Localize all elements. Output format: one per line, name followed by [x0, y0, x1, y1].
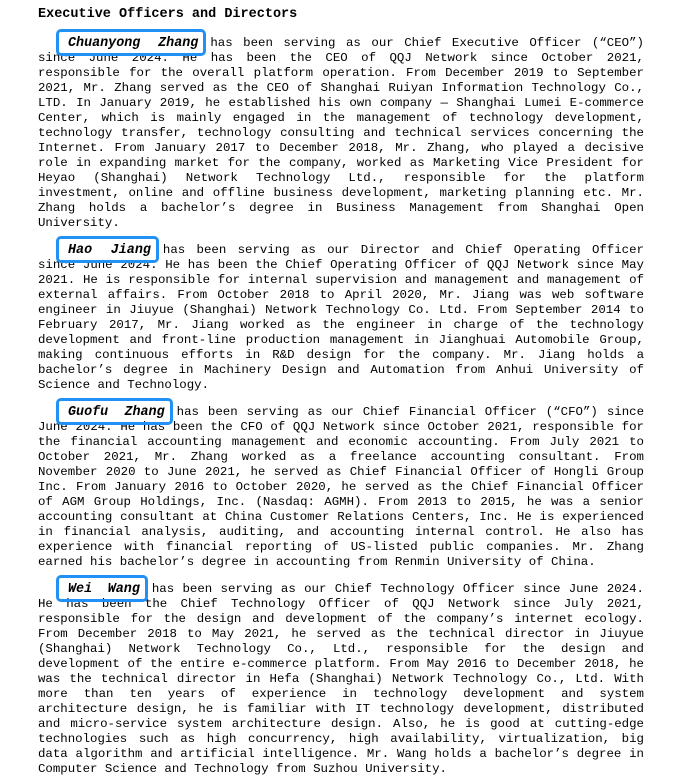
highlight-box-hao-jiang: Hao Jiang [68, 243, 151, 258]
highlight-box-chuanyong-zhang: Chuanyong Zhang [68, 36, 199, 51]
highlight-box-wei-wang: Wei Wang [68, 582, 140, 597]
officer-bio-text: has been serving as our Chief Executive Officer (“CEO”) since June 2024. He has been the CEO of QQJ Network since October 2021, responsible for the overall platform operation. From December 2019 to September 2021, Mr. Zhang served as the CEO of Shanghai Ruiyan Information Technology Co., LTD. In January 2019, he established his own company — Shanghai Lumei E-commerce Center, which is mainly engaged in the management of technology development, technology transfer, technology consulting and technical services concerning the Internet. From January 2017 to December 2018, Mr. Zhang, who played a decisive role in expanding market for the company, worked as Marketing Vice President for Heyao (Shanghai) Network Technology Ltd., responsible for the platform investment, online and offline business development, marketing planning etc. Mr. Zhang holds a bachelor’s degree in Business Management from Shanghai Open University. [38, 36, 644, 230]
officer-bio-text: has been serving as our Chief Technology Officer since June 2024. He has been the Chief Technology Officer of QQJ Network since July 2021, responsible for the design and development of the company’s internet ecology. From December 2018 to May 2021, he served as the technical director in Jiuyue (Shanghai) Network Technology Co., Ltd., responsible for the design and development of the entire e-commerce platform. From May 2016 to December 2018, he was the technical director in Hefa (Shanghai) Network Technology Co., Ltd. With more than ten years of experience in technology development and system architecture design, he is familiar with IT technology development, distributed and micro-service system architecture design. Also, he is good at cutting-edge technologies such as high concurrency, high availability, virtualization, big data algorithm and artificial intelligence. Mr. Wang holds a bachelor’s degree in Computer Science and Technology from Suzhou University. [38, 582, 644, 776]
highlight-box-guofu-zhang: Guofu Zhang [68, 405, 165, 420]
officer-paragraph-cto [38, 582, 644, 777]
officer-paragraph-coo [38, 243, 644, 393]
page-title: Executive Officers and Directors [38, 7, 298, 22]
officer-bio-text: has been serving as our Chief Financial Officer (“CFO”) since June 2024. He has been the CFO of QQJ Network since October 2021, responsible for the financial accounting management and economic accounting. From July 2021 to October 2021, Mr. Zhang worked as a freelance accounting consultant. From November 2020 to June 2021, he served as Chief Financial Officer of Hongli Group Inc. From January 2016 to October 2020, he served as the Chief Financial Officer of AGM Group Holdings, Inc. (Nasdaq: AGMH). From 2013 to 2015, he was a senior accounting consultant at China Customer Relations Centers, Inc. He is experienced in financial analysis, auditing, and accounting internal control. He also has experience with financial reporting of US-listed public companies. Mr. Zhang earned his bachelor’s degree in accounting from Renmin University of China. [38, 405, 645, 569]
officer-bio-text: has been serving as our Director and Chief Operating Officer since June 2024. He has been the Chief Operating Officer of QQJ Network since May 2021. He is responsible for internal supervision and management and management of external affairs. From October 2018 to April 2020, Mr. Jiang was web software engineer in Jiuyue (Shanghai) Network Technology Co. Ltd. From September 2014 to February 2017, Mr. Jiang worked as the engineer in charge of the technology development and front-line production management in Jianghuai Automobile Group, making continuous efforts in R&D design for the company. Mr. Jiang holds a bachelor’s degree in Machinery Design and Automation from Anhui University of Science and Technology. [38, 243, 644, 392]
officer-paragraph-ceo [38, 36, 644, 231]
officer-paragraph-cfo [38, 405, 644, 570]
